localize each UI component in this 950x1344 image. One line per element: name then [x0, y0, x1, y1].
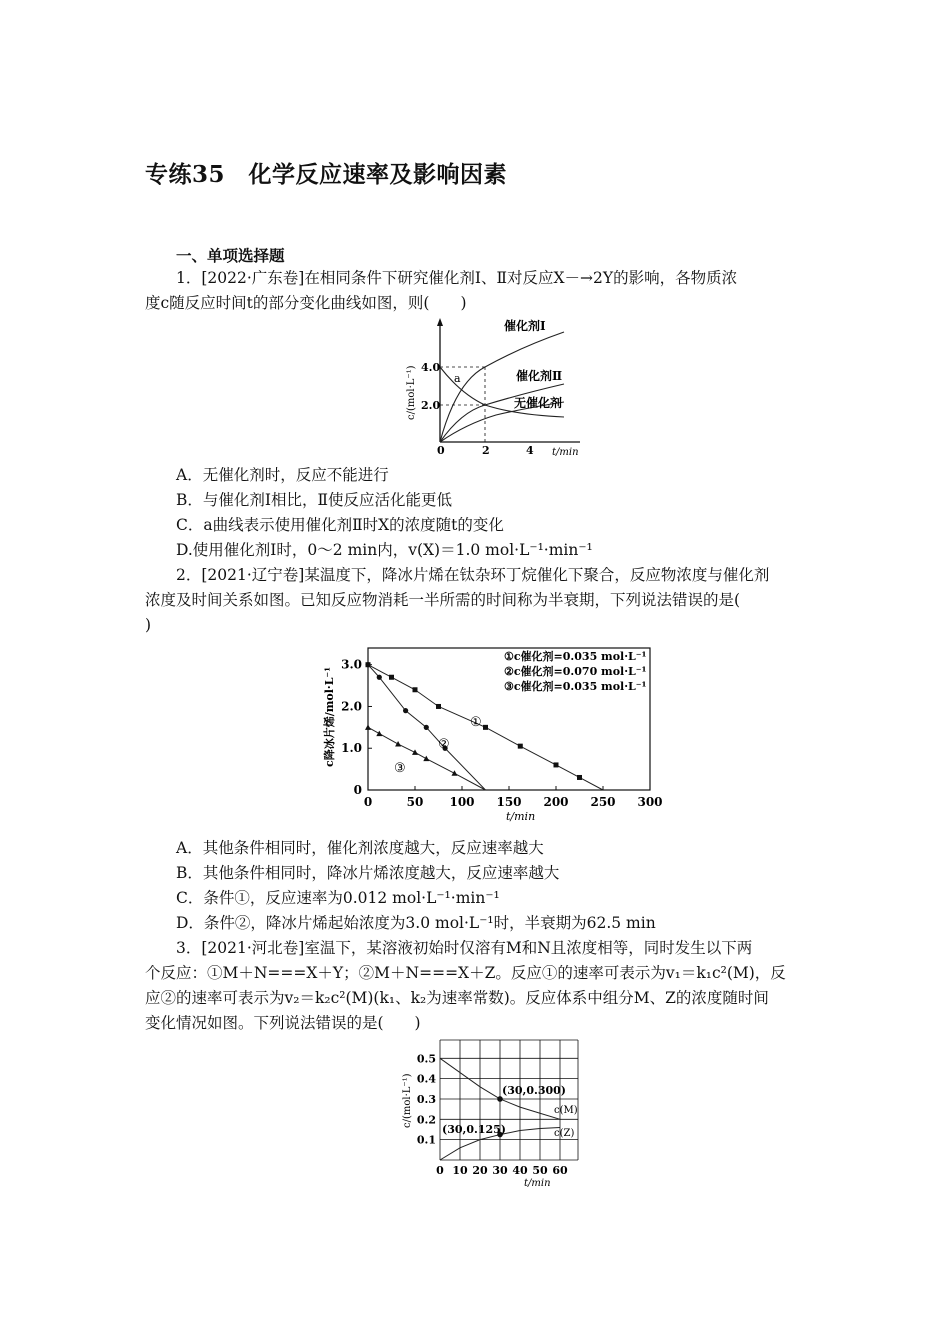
q1-option-a: A．无催化剂时，反应不能进行 [176, 466, 389, 484]
q1-series-label: 催化剂Ⅱ [516, 369, 563, 383]
q3-y-tick: 0.2 [416, 1113, 436, 1127]
q3-stem-line1: 3．[2021·河北卷]室温下，某溶液初始时仅溶有M和N且浓度相等，同时发生以下两 [176, 939, 753, 957]
q2-data-point [413, 687, 418, 692]
q3-x-tick: 40 [512, 1164, 528, 1177]
q2-y-label: c降冰片烯/mol·L⁻¹ [323, 666, 336, 767]
q1-chart [396, 312, 596, 462]
q2-data-point [376, 731, 382, 737]
q3-y-label: c/(mol·L⁻¹) [402, 1073, 413, 1128]
q3-x-tick: 20 [472, 1164, 488, 1177]
q1-x-label: t/min [552, 447, 579, 458]
q1-stem-line2: 度c随反应时间t的部分变化曲线如图，则( ) [145, 294, 467, 312]
q3-x-tick: 10 [452, 1164, 468, 1177]
q3-x-tick: 30 [492, 1164, 508, 1177]
q1-x-tick: 4 [526, 444, 534, 457]
q2-data-point [577, 775, 582, 780]
q2-y-tick: 3.0 [341, 657, 362, 672]
q2-x-tick: 200 [543, 795, 569, 809]
q2-data-point [423, 756, 429, 762]
q2-chart [318, 642, 668, 832]
q2-data-point [436, 704, 441, 709]
q3-data-point [497, 1096, 503, 1102]
q2-y-tick: 1.0 [341, 741, 362, 756]
q3-stem-line4: 变化情况如图。下列说法错误的是( ) [145, 1014, 421, 1032]
q2-data-point [377, 675, 382, 680]
q2-stem-line1: 2．[2021·辽宁卷]某温度下，降冰片烯在钛杂环丁烷催化下聚合，反应物浓度与催化剂 [176, 566, 770, 584]
q3-x-tick: 60 [552, 1164, 568, 1177]
q2-data-point [451, 770, 457, 776]
q2-data-point [424, 725, 429, 730]
q2-x-label: t/min [506, 810, 536, 823]
q3-point-label: (30,0.125) [442, 1123, 506, 1136]
q2-data-point [518, 744, 523, 749]
q2-data-point [483, 725, 488, 730]
q2-data-point [389, 675, 394, 680]
q2-series-label: ③ [394, 761, 406, 776]
q2-data-point [365, 662, 370, 667]
q3-chart [398, 1036, 598, 1194]
q2-data-point [403, 708, 408, 713]
q2-option-c: C．条件①，反应速率为0.012 mol·L⁻¹·min⁻¹ [176, 889, 500, 907]
q2-option-a: A．其他条件相同时，催化剂浓度越大，反应速率越大 [176, 839, 544, 857]
q2-stem-line2: 浓度及时间关系如图。已知反应物消耗一半所需的时间称为半衰期，下列说法错误的是( [145, 591, 741, 609]
q3-y-tick: 0.5 [416, 1052, 436, 1066]
q2-x-tick: 300 [637, 795, 663, 809]
q3-x-tick: 50 [532, 1164, 548, 1177]
q2-series-label: ② [438, 737, 450, 752]
q1-curve-cat2 [440, 384, 564, 442]
q1-stem-line1: 1．[2022·广东卷]在相同条件下研究催化剂Ⅰ、Ⅱ对反应X－→2Y的影响，各物质浓 [176, 269, 738, 287]
q2-data-point [554, 762, 559, 767]
q2-data-point [412, 749, 418, 755]
q3-stem-line3: 应②的速率可表示为v₂＝k₂c²(M)(k₁、k₂为速率常数)。反应体系中组分M、Z的浓度随时间 [145, 989, 769, 1007]
q2-legend-2: ②c催化剂=0.070 mol·L⁻¹ [504, 665, 647, 678]
section-heading: 一、单项选择题 [176, 246, 285, 265]
q2-stem-line3: ) [145, 616, 152, 634]
q1-option-b: B．与催化剂Ⅰ相比，Ⅱ使反应活化能更低 [176, 491, 453, 509]
q3-series-label: c(Z) [554, 1128, 575, 1139]
q2-y-tick: 0 [353, 783, 362, 797]
q2-data-point [365, 724, 371, 730]
q2-data-point [395, 741, 401, 747]
q3-y-tick: 0.3 [416, 1092, 436, 1106]
q3-y-tick: 0.4 [416, 1072, 436, 1086]
q1-x-tick: 2 [482, 444, 490, 457]
q2-y-tick: 2.0 [341, 699, 362, 714]
q1-x-tick: 0 [437, 444, 445, 457]
q2-series-label: ① [470, 715, 482, 730]
q1-y-label: c/(mol·L⁻¹) [406, 365, 417, 420]
q2-x-tick: 50 [406, 795, 424, 809]
q3-point-label: (30,0.300) [502, 1084, 566, 1097]
q1-y-arrow [437, 318, 443, 326]
q2-x-tick: 150 [496, 795, 522, 809]
q2-option-d: D．条件②，降冰片烯起始浓度为3.0 mol·L⁻¹时，半衰期为62.5 min [176, 914, 656, 932]
q2-legend-3: ③c催化剂=0.035 mol·L⁻¹ [504, 680, 647, 693]
q3-series-label: c(M) [554, 1105, 578, 1116]
q1-y-tick: 4.0 [421, 361, 441, 374]
q3-y-tick: 0.1 [416, 1133, 436, 1147]
q3-x-tick: 0 [436, 1164, 444, 1177]
q1-option-d: D.使用催化剂Ⅰ时，0～2 min内，v(X)＝1.0 mol·L⁻¹·min⁻¹ [176, 541, 593, 559]
q3-stem-line2: 个反应：①M＋N===X＋Y；②M＋N===X＋Z。反应①的速率可表示为v₁＝k₁c²(M)，反 [145, 964, 786, 982]
q1-series-label: 无催化剂 [514, 396, 563, 410]
q2-x-tick: 100 [449, 795, 475, 809]
q1-option-c: C．a曲线表示使用催化剂Ⅱ时X的浓度随t的变化 [176, 516, 504, 534]
q2-x-tick: 250 [590, 795, 616, 809]
q2-option-b: B．其他条件相同时，降冰片烯浓度越大，反应速率越大 [176, 864, 560, 882]
page-title: 专练35 化学反应速率及影响因素 [145, 161, 508, 188]
q2-legend-1: ①c催化剂=0.035 mol·L⁻¹ [504, 650, 647, 663]
q3-x-label: t/min [524, 1178, 551, 1189]
q1-y-tick: 2.0 [421, 399, 441, 412]
q2-x-tick: 0 [363, 795, 373, 809]
q1-annotation-a: a [454, 372, 461, 385]
q1-series-label: 催化剂Ⅰ [504, 319, 546, 333]
